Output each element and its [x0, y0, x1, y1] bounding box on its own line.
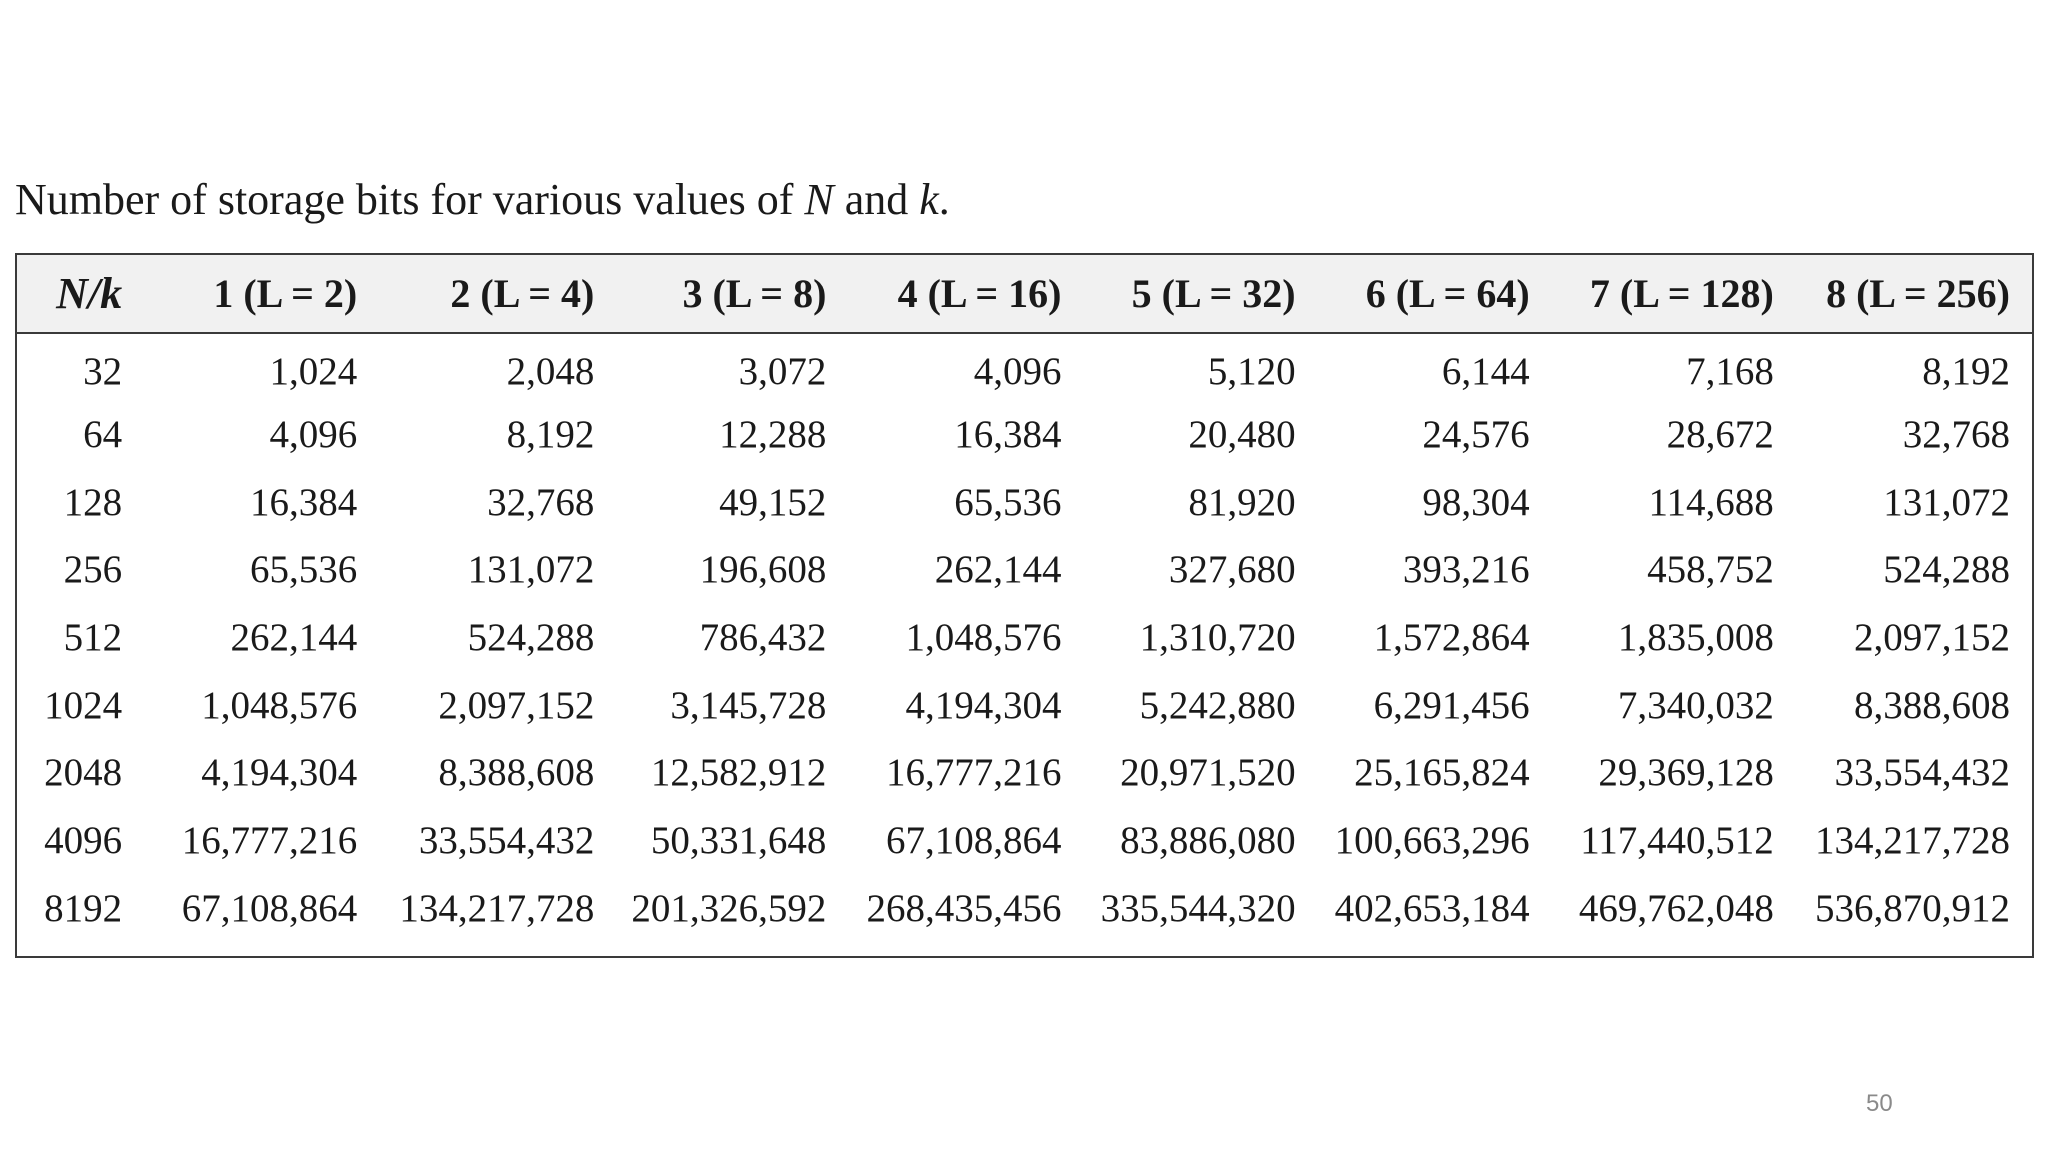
table-caption [15, 172, 950, 228]
table-cell: 4,096 [269, 413, 358, 457]
table-row [17, 401, 2032, 469]
table-cell: 12,288 [719, 413, 827, 457]
table-cell: 196,608 [699, 548, 827, 592]
column-header: 5 (L = 32) [1131, 271, 1296, 316]
column-header: 4 (L = 16) [897, 271, 1062, 316]
table-cell: 262,144 [230, 616, 358, 660]
table-cell: 81,920 [1188, 480, 1296, 524]
table-row [17, 604, 2032, 672]
row-n-value: 1024 [44, 683, 123, 727]
table-cell: 8,192 [1922, 349, 2010, 393]
table-row [17, 468, 2032, 536]
table-cell: 458,752 [1647, 548, 1774, 592]
table-cell: 1,835,008 [1617, 616, 1774, 660]
column-header: 3 (L = 8) [682, 271, 827, 316]
table-cell: 335,544,320 [1100, 886, 1296, 930]
table-cell: 2,097,152 [1854, 616, 2010, 660]
table-cell: 469,762,048 [1578, 886, 1774, 930]
table-cell: 5,120 [1207, 349, 1296, 393]
table-cell: 12,582,912 [650, 751, 827, 795]
table-cell: 29,369,128 [1598, 751, 1774, 795]
table-cell: 2,097,152 [438, 683, 595, 727]
table-cell: 1,048,576 [201, 683, 358, 727]
table-cell: 786,432 [699, 616, 827, 660]
corner-header: N/k [56, 269, 123, 318]
column-header: 1 (L = 2) [213, 271, 358, 316]
table-cell: 524,288 [1883, 548, 2010, 592]
table-cell: 3,145,728 [670, 683, 827, 727]
table-cell: 33,554,432 [1834, 751, 2010, 795]
table-cell: 8,388,608 [438, 751, 595, 795]
table-cell: 4,194,304 [201, 751, 358, 795]
table-cell: 67,108,864 [181, 886, 358, 930]
row-n-value: 64 [83, 413, 123, 457]
table-cell: 24,576 [1422, 413, 1530, 457]
table-cell: 67,108,864 [885, 819, 1062, 863]
table-cell: 134,217,728 [1815, 819, 2010, 863]
column-header: 8 (L = 256) [1826, 271, 2010, 316]
caption-text-start: Number of storage bits for various values of [15, 175, 805, 224]
caption-text-end: . [938, 175, 950, 224]
table-cell: 2,048 [506, 349, 595, 393]
table-cell: 7,340,032 [1617, 683, 1774, 727]
table-cell: 131,072 [467, 548, 595, 592]
table-cell: 32,768 [487, 480, 595, 524]
table-cell: 32,768 [1902, 413, 2010, 457]
row-n-value: 8192 [44, 886, 123, 930]
table-cell: 4,194,304 [905, 683, 1062, 727]
table-cell: 117,440,512 [1580, 819, 1774, 863]
table-cell: 6,144 [1441, 349, 1530, 393]
table-row [17, 671, 2032, 739]
table-cell: 524,288 [467, 616, 595, 660]
column-header: 7 (L = 128) [1589, 271, 1774, 316]
table-cell: 5,242,880 [1139, 683, 1296, 727]
table-cell: 65,536 [954, 480, 1062, 524]
table-cell: 98,304 [1422, 480, 1530, 524]
row-n-value: 32 [83, 349, 123, 393]
table-cell: 262,144 [934, 548, 1062, 592]
table-cell: 201,326,592 [631, 886, 827, 930]
table-cell: 402,653,184 [1334, 886, 1530, 930]
row-n-value: 512 [63, 616, 123, 660]
table-cell: 1,024 [269, 349, 358, 393]
table-cell: 1,572,864 [1373, 616, 1530, 660]
table-cell: 393,216 [1402, 548, 1530, 592]
column-header: 6 (L = 64) [1365, 271, 1530, 316]
table-cell: 16,777,216 [885, 751, 1062, 795]
table-row [17, 739, 2032, 807]
caption-text-mid: and [833, 175, 920, 224]
table-cell: 100,663,296 [1334, 819, 1530, 863]
row-n-value: 256 [63, 548, 123, 592]
table-cell: 28,672 [1666, 413, 1774, 457]
table-cell: 65,536 [249, 548, 358, 592]
storage-bits-table [15, 253, 2034, 958]
table-cell: 33,554,432 [418, 819, 595, 863]
table-cell: 1,048,576 [905, 616, 1062, 660]
row-n-value: 128 [63, 480, 123, 524]
table-cell: 8,388,608 [1854, 683, 2010, 727]
table-body [17, 333, 2032, 942]
table-cell: 268,435,456 [866, 886, 1062, 930]
table-cell: 536,870,912 [1815, 886, 2010, 930]
table-cell: 50,331,648 [650, 819, 827, 863]
row-n-value: 4096 [44, 819, 123, 863]
page-number: 50 [1866, 1090, 1893, 1117]
table-cell: 83,886,080 [1120, 819, 1296, 863]
table-cell: 20,480 [1188, 413, 1296, 457]
table-cell: 49,152 [719, 480, 827, 524]
caption-var-n: N [804, 175, 834, 224]
table-cell: 134,217,728 [399, 886, 595, 930]
table-cell: 20,971,520 [1120, 751, 1296, 795]
table-row [17, 807, 2032, 875]
table-cell: 327,680 [1168, 548, 1296, 592]
table-cell: 4,096 [973, 349, 1062, 393]
column-header: 2 (L = 4) [450, 271, 595, 316]
table-row [17, 536, 2032, 604]
table-cell: 1,310,720 [1139, 616, 1296, 660]
data-table [17, 255, 2032, 942]
table-cell: 16,777,216 [181, 819, 358, 863]
table-cell: 25,165,824 [1354, 751, 1530, 795]
table-row [17, 875, 2032, 943]
table-cell: 8,192 [506, 413, 595, 457]
header-row [17, 255, 2032, 333]
table-cell: 3,072 [738, 349, 827, 393]
table-cell: 114,688 [1648, 480, 1774, 524]
table-cell: 16,384 [954, 413, 1062, 457]
table-row [17, 333, 2032, 401]
table-cell: 6,291,456 [1373, 683, 1530, 727]
table-cell: 7,168 [1686, 349, 1774, 393]
table-cell: 131,072 [1883, 480, 2010, 524]
caption-var-k: k [919, 175, 939, 224]
row-n-value: 2048 [44, 751, 123, 795]
table-cell: 16,384 [249, 480, 358, 524]
